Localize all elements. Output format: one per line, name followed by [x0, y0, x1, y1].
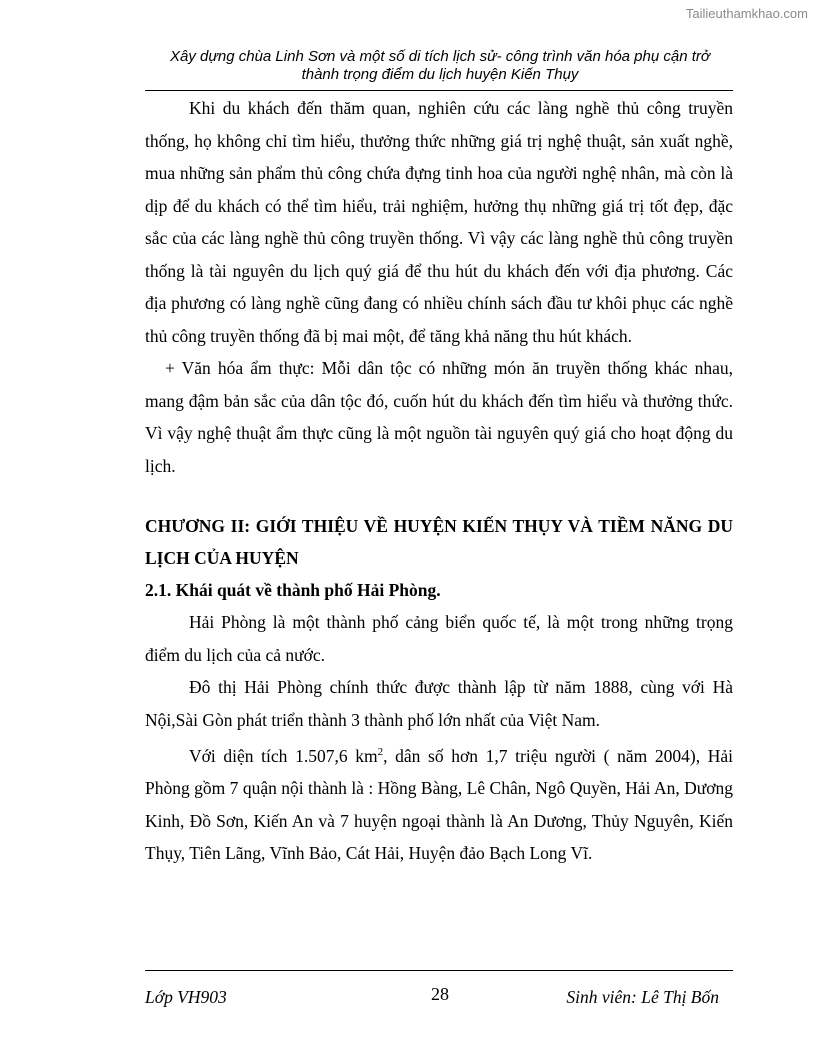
watermark: Tailieuthamkhao.com — [685, 6, 808, 21]
spacer — [145, 482, 733, 510]
paragraph-cuisine: + Văn hóa ẩm thực: Mỗi dân tộc có những món ăn truyền thống khác nhau, mang đậm bản sắc của dân tộc đó, cuốn hút du khách đến tìm hiểu và thưởng thức. Vì vậy nghệ thuật ẩm thực cũng là một nguồn tài nguyên quý giá cho hoạt động du lịch. — [145, 358, 733, 476]
area-text-rest: , dân số hơn 1,7 triệu người ( năm 2004), Hải Phòng gồm 7 quận nội thành là : Hồng Bàng, Lê Chân, Ngô Quyền, Hải An, Dương Kinh, Đồ Sơn, Kiến An và 7 huyện ngoại thành là An Dương, Thủy Nguyên, Kiến Thụy, Tiên Lãng, Vĩnh Bảo, Cát Hải, Huyện đảo Bạch Long Vĩ. — [145, 745, 733, 864]
header-line-2: thành trọng điểm du lịch huyện Kiến Thụy — [301, 66, 579, 83]
chapter-heading: CHƯƠNG II: GIỚI THIỆU VỀ HUYỆN KIẾN THỤY VÀ TIỀM NĂNG DU LỊCH CỦA HUYỆN — [145, 516, 733, 568]
footer-student: Sinh viên: Lê Thị Bốn — [566, 987, 719, 1007]
section-heading: 2.1. Khái quát về thành phố Hải Phòng. — [145, 580, 441, 600]
paragraph-haiphong-intro: Hải Phòng là một thành phố cảng biển quốc tế, là một trong những trọng điểm du lịch của cả nước. — [145, 612, 733, 665]
running-header — [130, 48, 750, 84]
paragraph-haiphong-history: Đô thị Hải Phòng chính thức được thành lập từ năm 1888, cùng với Hà Nội,Sài Gòn phát triển thành 3 thành phố lớn nhất của Việt Nam. — [145, 677, 733, 730]
page-number: 28 — [431, 984, 449, 1004]
page-content — [145, 92, 733, 870]
header-line-1: Xây dựng chùa Linh Sơn và một số di tích lịch sử- công trình văn hóa phụ cận trở — [170, 48, 710, 65]
area-text: Với diện tích 1.507,6 km — [189, 745, 378, 766]
paragraph-craft-villages: Khi du khách đến thăm quan, nghiên cứu các làng nghề thủ công truyền thống, họ không chỉ tìm hiểu, thưởng thức những giá trị nghệ thuật, sản xuất nghề, mua những sản phẩm thủ công chứa đựng tinh hoa của người nghệ nhân, mà còn là dịp để du khách có thể tìm hiểu, trải nghiệm, hưởng thụ những giá trị tốt đẹp, đặc sắc của các làng nghề thủ công truyền thống. Vì vậy các làng nghề thủ công truyền thống là tài nguyên du lịch quý giá để thu hút du khách đến với địa phương. Các địa phương có làng nghề cũng đang có nhiều chính sách đầu tư khôi phục các nghề thủ công truyền thống đã bị mai một, để tăng khả năng thu hút khách. — [145, 98, 733, 346]
area-superscript: 2 — [377, 746, 384, 758]
footer-class: Lớp VH903 — [145, 987, 227, 1007]
paragraph-haiphong-area — [145, 736, 733, 870]
header-divider — [145, 90, 733, 91]
footer-divider — [145, 970, 733, 971]
